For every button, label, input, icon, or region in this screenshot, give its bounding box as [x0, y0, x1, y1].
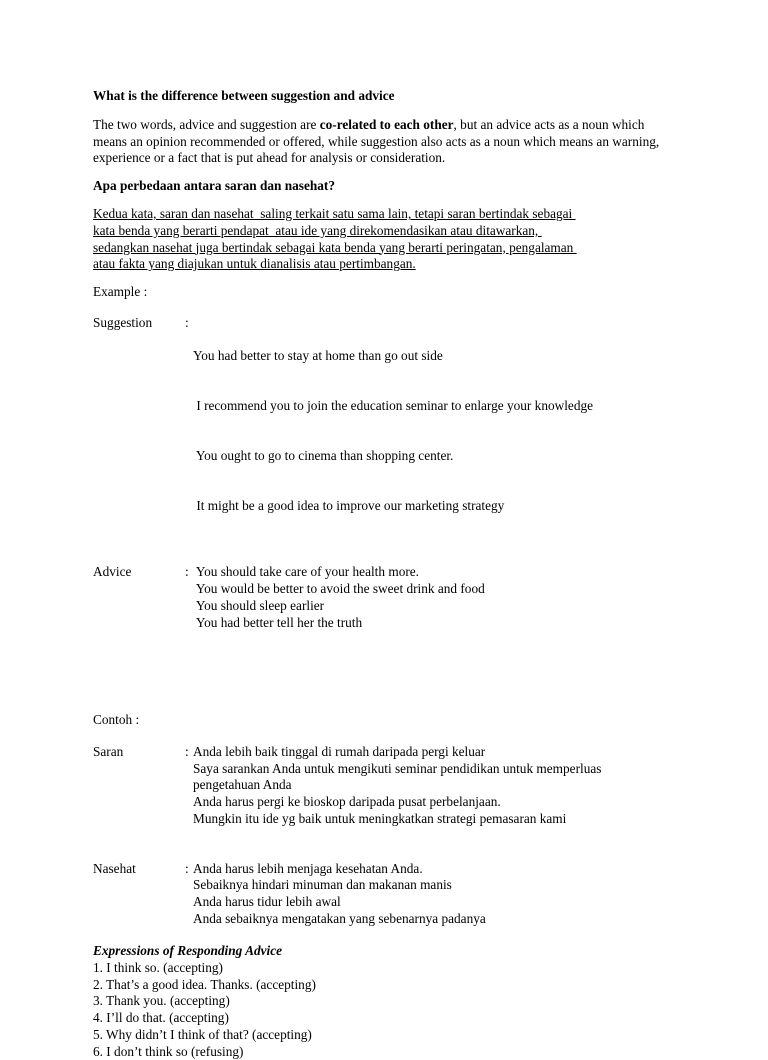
document-page: [93, 88, 673, 1060]
contoh-label: Contoh :: [93, 712, 140, 728]
intro-id-line: sedangkan nasehat juga bertindak sebagai kata benda yang berarti peringatan, pengalaman: [93, 239, 577, 255]
saran-label: Saran: [93, 743, 124, 759]
suggestion-label: Suggestion: [93, 314, 153, 330]
advice-item: You should take care of your health more.: [193, 564, 419, 580]
saran-colon: :: [185, 743, 189, 759]
section-title-id: Apa perbedaan antara saran dan nasehat?: [93, 178, 335, 194]
intro-id-line: Kedua kata, saran dan nasehat saling terkait satu sama lain, tetapi saran bertindak sebagai: [93, 206, 576, 222]
responding-item: 6. I don’t think so (refusing): [93, 1043, 244, 1059]
suggestion-item: You had better to stay at home than go out side: [193, 348, 443, 364]
nasehat-item: Sebaiknya hindari minuman dan makanan manis: [193, 877, 452, 893]
example-label: Example :: [93, 283, 148, 299]
saran-item: Anda harus pergi ke bioskop daripada pusat perbelanjaan.: [193, 794, 501, 810]
intro-paragraph-id: [93, 206, 673, 273]
advice-block: [93, 564, 673, 631]
nasehat-item: Anda harus lebih menjaga kesehatan Anda.: [193, 860, 423, 876]
section-title-en: What is the difference between suggestion and advice: [93, 88, 395, 103]
saran-list: [193, 744, 673, 828]
responding-title: Expressions of Responding Advice: [93, 943, 283, 959]
advice-colon: :: [185, 564, 189, 580]
saran-item: Saya sarankan Anda untuk mengikuti seminar pendidikan untuk memperluas: [193, 760, 602, 776]
intro-id-line: kata benda yang berarti pendapat atau ide yang direkomendasikan atau ditawarkan,: [93, 222, 542, 238]
nasehat-item: Anda sebaiknya mengatakan yang sebenarnya padanya: [193, 910, 486, 926]
intro-text-2: , but an advice acts as a noun which means an opinion recommended or offered, while suggestion also acts as a noun which means an warning, experience or a fact that is put ahead for analysis or consideration.: [93, 117, 660, 166]
intro-text-1: The two words, advice and suggestion are: [93, 117, 320, 132]
suggestion-list: [193, 315, 673, 549]
advice-list: [193, 564, 673, 631]
suggestion-colon: :: [185, 314, 189, 330]
saran-item: Mungkin itu ide yg baik untuk meningkatkan strategi pemasaran kami: [193, 810, 567, 826]
nasehat-item: Anda harus tidur lebih awal: [193, 893, 341, 909]
nasehat-label: Nasehat: [93, 860, 136, 876]
responding-item: 1. I think so. (accepting): [93, 960, 223, 976]
responding-list: [93, 960, 673, 1060]
advice-item: You had better tell her the truth: [193, 614, 363, 630]
advice-label: Advice: [93, 564, 132, 580]
nasehat-colon: :: [185, 860, 189, 876]
intro-paragraph-en: [93, 117, 673, 167]
suggestion-item: It might be a good idea to improve our marketing strategy: [193, 498, 505, 514]
suggestion-item: You ought to go to cinema than shopping center.: [193, 448, 454, 464]
responding-item: 5. Why didn’t I think of that? (accepting): [93, 1026, 312, 1042]
suggestion-item: I recommend you to join the education seminar to enlarge your knowledge: [193, 398, 594, 414]
responding-item: 3. Thank you. (accepting): [93, 993, 230, 1009]
responding-item: 4. I’ll do that. (accepting): [93, 1010, 229, 1026]
advice-item: You would be better to avoid the sweet drink and food: [193, 581, 485, 597]
responding-item: 2. That’s a good idea. Thanks. (accepting): [93, 976, 316, 992]
nasehat-list: [193, 861, 673, 928]
advice-item: You should sleep earlier: [193, 597, 325, 613]
intro-id-line: atau fakta yang diajukan untuk dianalisis atau pertimbangan.: [93, 256, 416, 272]
saran-item: pengetahuan Anda: [193, 777, 292, 793]
intro-bold-text: co-related to each other: [319, 117, 454, 132]
saran-item: Anda lebih baik tinggal di rumah daripada pergi keluar: [193, 743, 486, 759]
nasehat-block: [93, 861, 673, 928]
suggestion-block: [93, 315, 673, 549]
saran-block: [93, 744, 673, 828]
